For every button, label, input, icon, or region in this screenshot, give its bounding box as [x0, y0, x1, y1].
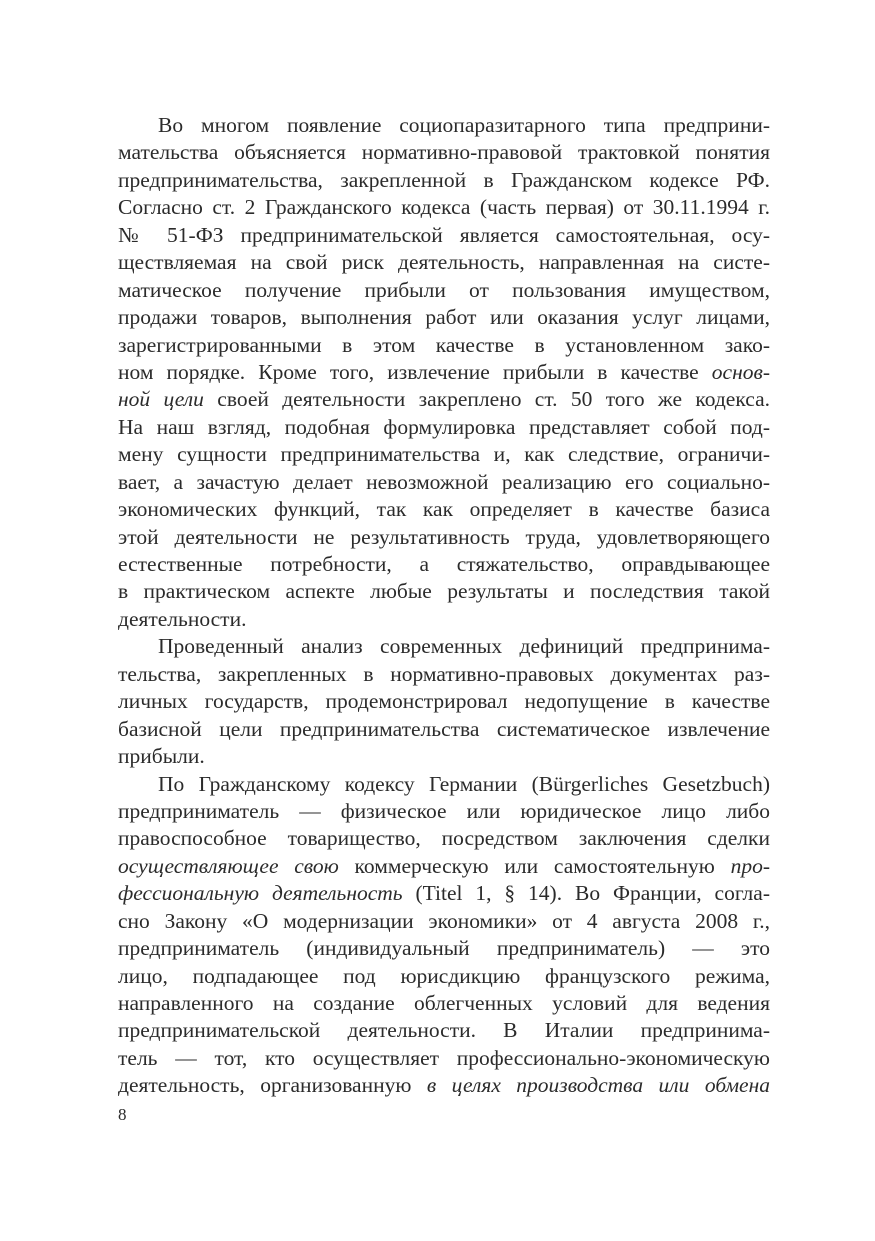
italic-text: в целях производства или обмена: [426, 1073, 770, 1098]
text-line: [118, 633, 770, 660]
text-segment: По Гражданскому кодексу Германии (Bürgerliches Gesetzbuch): [158, 771, 770, 796]
text-line: [118, 194, 770, 221]
text-line: [118, 716, 770, 743]
text-segment: правоспособное товарищество, посредством заключения сделки: [118, 826, 770, 851]
text-line: [118, 853, 770, 880]
paragraph: [118, 771, 770, 1100]
text-segment: предпринимательства, закрепленной в Гражданском кодексе РФ.: [118, 167, 770, 192]
text-line: [118, 304, 770, 331]
text-segment: экономических функций, так как определяет в качестве базиса: [118, 497, 770, 522]
text-segment: (Titel 1, § 14). Во Франции, согла-: [402, 881, 770, 906]
text-segment: Согласно ст. 2 Гражданского кодекса (часть первая) от 30.11.1994 г.: [118, 195, 770, 220]
text-line: [118, 798, 770, 825]
text-line: [118, 496, 770, 523]
text-segment: Проведенный анализ современных дефиниций предпринима-: [158, 634, 770, 659]
text-line: [118, 935, 770, 962]
text-line: [118, 578, 770, 605]
text-segment: прибыли.: [118, 744, 205, 769]
italic-text: осуществляющее свою: [118, 853, 339, 878]
text-segment: деятельность, организованную: [118, 1073, 427, 1098]
text-segment: коммерческую или самостоятельную: [338, 853, 731, 878]
text-segment: № 51-ФЗ предпринимательской является самостоятельная, осу-: [118, 222, 770, 247]
text-segment: этой деятельности не результативность труда, удовлетворяющего: [118, 524, 770, 549]
text-line: [118, 606, 770, 633]
italic-text: про-: [730, 853, 770, 878]
text-segment: вает, а зачастую делает невозможной реализацию его социально-: [118, 469, 770, 494]
text-line: [118, 1017, 770, 1044]
text-line: [118, 825, 770, 852]
text-line: [118, 524, 770, 551]
text-line: [118, 359, 770, 386]
text-line: [118, 908, 770, 935]
text-line: [118, 249, 770, 276]
text-segment: мательства объясняется нормативно-правовой трактовкой понятия: [118, 140, 770, 165]
text-line: [118, 1045, 770, 1072]
text-line: [118, 414, 770, 441]
text-segment: Во многом появление социопаразитарного типа предприни-: [158, 113, 770, 137]
text-segment: лицо, подпадающее под юрисдикцию французского режима,: [118, 963, 770, 988]
text-segment: зарегистрированными в этом качестве в установленном зако-: [118, 332, 770, 357]
text-line: [118, 880, 770, 907]
text-segment: ществляемая на свой риск деятельность, направленная на систе-: [118, 250, 770, 275]
italic-text: ной цели: [118, 387, 204, 412]
text-line: [118, 688, 770, 715]
paragraph: [118, 112, 770, 633]
text-segment: тель — тот, кто осуществляет профессионально-экономическую: [118, 1045, 770, 1070]
text-segment: предпринимательской деятельности. В Италии предпринима-: [118, 1018, 770, 1043]
text-segment: сно Закону «О модернизации экономики» от 4 августа 2008 г.,: [118, 908, 770, 933]
text-segment: ном порядке. Кроме того, извлечение прибыли в качестве: [118, 359, 712, 384]
text-segment: в практическом аспекте любые результаты и последствия такой: [118, 579, 770, 604]
paragraph: [118, 633, 770, 770]
italic-text: основ-: [711, 359, 770, 384]
text-line: [118, 139, 770, 166]
italic-text: фессиональную деятельность: [118, 881, 403, 906]
text-line: [118, 469, 770, 496]
text-line: [118, 661, 770, 688]
text-segment: На наш взгляд, подобная формулировка представляет собой под-: [118, 414, 770, 439]
text-segment: мену сущности предпринимательства и, как следствие, ограничи-: [118, 442, 770, 467]
text-segment: направленного на создание облегченных условий для ведения: [118, 991, 770, 1015]
text-segment: предприниматель — физическое или юридическое лицо либо: [118, 798, 770, 823]
text-segment: своей деятельности закреплено ст. 50 того же кодекса.: [203, 387, 770, 412]
text-line: [118, 743, 770, 770]
text-segment: личных государств, продемонстрировал недопущение в качестве: [118, 689, 770, 714]
text-line: [118, 222, 770, 249]
text-line: [118, 1072, 770, 1099]
text-line: [118, 551, 770, 578]
page-number: 8: [118, 1105, 127, 1124]
text-segment: продажи товаров, выполнения работ или оказания услуг лицами,: [118, 305, 770, 330]
text-line: [118, 771, 770, 798]
text-segment: деятельности.: [118, 606, 247, 631]
text-segment: естественные потребности, а стяжательство, оправдывающее: [118, 552, 770, 576]
text-line: [118, 277, 770, 304]
text-line: [118, 112, 770, 139]
text-line: [118, 332, 770, 359]
text-segment: базисной цели предпринимательства систематическое извлечение: [118, 716, 770, 741]
text-line: [118, 990, 770, 1017]
page-body: [118, 112, 770, 1100]
text-line: [118, 386, 770, 413]
text-segment: предприниматель (индивидуальный предприниматель) — это: [118, 936, 770, 961]
text-line: [118, 167, 770, 194]
text-segment: матическое получение прибыли от пользования имуществом,: [118, 277, 770, 302]
text-line: [118, 441, 770, 468]
text-segment: тельства, закрепленных в нормативно-правовых документах раз-: [118, 661, 770, 686]
text-line: [118, 963, 770, 990]
